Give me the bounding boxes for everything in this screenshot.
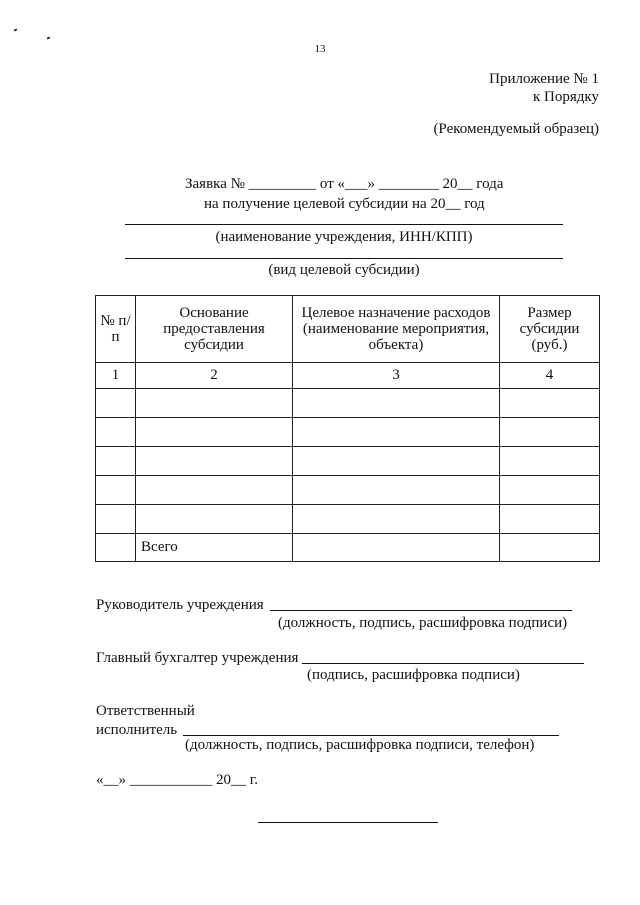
table-cell[interactable] xyxy=(293,534,500,562)
header-number: № п/п xyxy=(96,296,136,363)
table-cell[interactable] xyxy=(500,418,600,447)
table-row xyxy=(96,476,600,505)
appendix-reference xyxy=(489,70,599,106)
column-number: 4 xyxy=(500,363,600,389)
executor-label-line-2: исполнитель xyxy=(96,722,178,738)
column-number-row xyxy=(96,363,600,389)
executor-signature-line[interactable] xyxy=(183,735,559,736)
table-header-row xyxy=(96,296,600,363)
table-cell[interactable] xyxy=(293,447,500,476)
table-row xyxy=(96,505,600,534)
appendix-line-1: Приложение № 1 xyxy=(489,71,599,87)
accountant-caption: (подпись, расшифровка подписи) xyxy=(307,667,520,683)
subsidy-type-caption: (вид целевой субсидии) xyxy=(268,262,420,278)
date-line: «__» ___________ 20__ г. xyxy=(96,772,258,788)
table-row xyxy=(96,447,600,476)
table-cell[interactable] xyxy=(136,476,293,505)
institution-caption: (наименование учреждения, ИНН/КПП) xyxy=(215,229,473,245)
table-cell[interactable] xyxy=(500,505,600,534)
total-label: Всего xyxy=(136,534,293,562)
total-amount-cell[interactable] xyxy=(500,534,600,562)
page-number: 13 xyxy=(314,43,326,55)
table-cell[interactable] xyxy=(96,389,136,418)
table-cell[interactable] xyxy=(136,447,293,476)
header-basis: Основание предоставления субсидии xyxy=(136,296,293,363)
executor-label-line-1: Ответственный xyxy=(96,703,195,719)
table-cell[interactable] xyxy=(500,389,600,418)
application-title-line-2: на получение целевой субсидии на 20__ год xyxy=(204,196,485,212)
table-cell[interactable] xyxy=(293,389,500,418)
subsidy-table xyxy=(95,295,600,562)
table-cell[interactable] xyxy=(96,476,136,505)
head-caption: (должность, подпись, расшифровка подписи) xyxy=(278,615,568,631)
table-cell[interactable] xyxy=(293,418,500,447)
total-row xyxy=(96,534,600,562)
column-number: 2 xyxy=(136,363,293,389)
table-cell[interactable] xyxy=(136,389,293,418)
sample-label: (Рекомендуемый образец) xyxy=(433,121,599,137)
head-signature-line[interactable] xyxy=(270,610,572,611)
table-cell[interactable] xyxy=(136,505,293,534)
table-cell xyxy=(96,534,136,562)
accountant-label: Главный бухгалтер учреждения xyxy=(96,650,299,666)
table-cell[interactable] xyxy=(96,447,136,476)
table-cell[interactable] xyxy=(293,476,500,505)
bottom-rule xyxy=(258,822,438,823)
executor-caption: (должность, подпись, расшифровка подписи, телефон) xyxy=(185,737,535,753)
table-cell[interactable] xyxy=(96,418,136,447)
table-cell[interactable] xyxy=(96,505,136,534)
column-number: 3 xyxy=(293,363,500,389)
table-cell[interactable] xyxy=(500,447,600,476)
header-amount: Размер субсидии (руб.) xyxy=(500,296,600,363)
scan-speck xyxy=(47,37,51,40)
appendix-line-2: к Порядку xyxy=(533,89,599,105)
head-label: Руководитель учреждения xyxy=(96,597,264,613)
column-number: 1 xyxy=(96,363,136,389)
application-title-line-1: Заявка № _________ от «___» ________ 20__ года xyxy=(185,176,504,192)
table-row xyxy=(96,389,600,418)
table-row xyxy=(96,418,600,447)
subsidy-type-line xyxy=(125,258,563,259)
table-cell[interactable] xyxy=(136,418,293,447)
header-purpose: Целевое назначение расходов (наименование мероприятия, объекта) xyxy=(293,296,500,363)
institution-line xyxy=(125,224,563,225)
scan-speck xyxy=(14,29,18,32)
table-cell[interactable] xyxy=(293,505,500,534)
accountant-signature-line[interactable] xyxy=(302,663,584,664)
table-cell[interactable] xyxy=(500,476,600,505)
